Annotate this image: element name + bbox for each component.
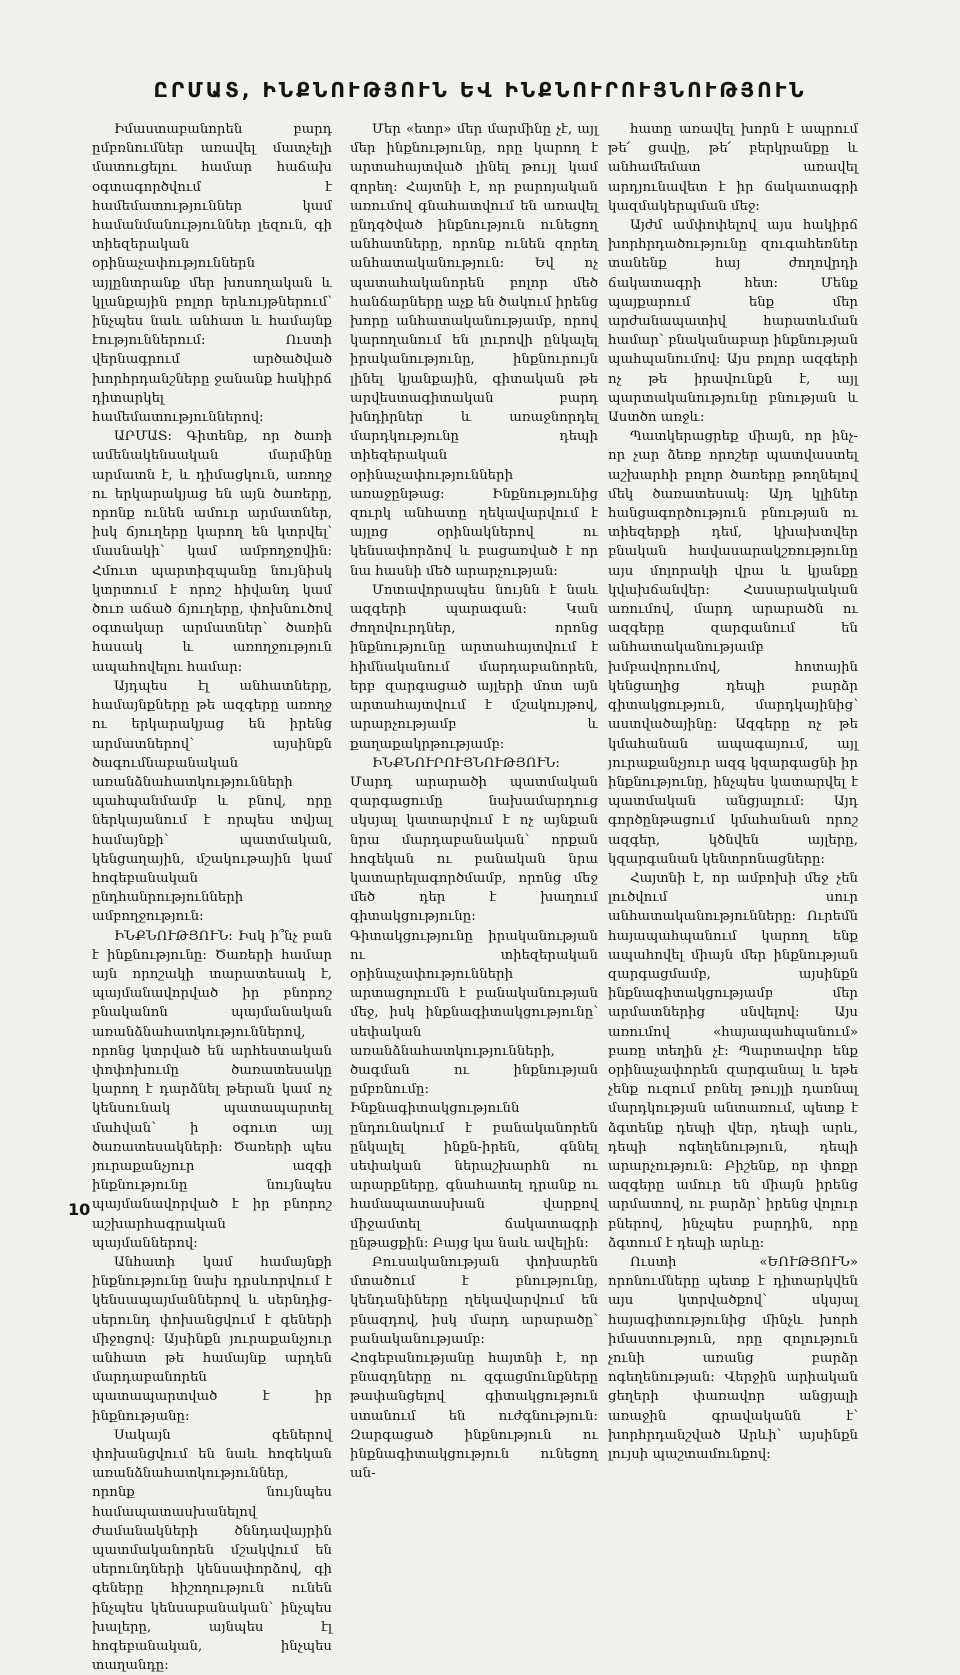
paragraph: Ուստի «ԵՈՒԹՅՈՒՆ» որոնումները պետք է դիտարկվեն այս կտրվածքով՝ սկսյալ հայագիտությունից մինչև խորհ իմաստություն, որը զոլություն չունի առանց բարձր ոգեղենության։ Վերջին արիական ցեղերի փառավոր անցյալի առաջին գրավականն է՝ խորհրդանշված Արևի՝ այսինքն լույսի պաշտամունքով։	[608, 1254, 858, 1463]
text-column-1	[92, 120, 332, 1674]
paragraph: Պատկերացրեք միայն, որ ինչ-որ չար ձեռք որոշեր պատվաստել աշխարհի բոլոր ծառերը թողնելով մեկ ծառատեսակ։ Այդ կլիներ հանցագործություն բնության ու տիեզերքի դեմ, կխախտվեր բնական հավասարակշռությունը այս մոլորակի վրա և կյանքը կվախճանվեր։ Հասարակական առումով, մարդ արարածն ու ազգերը զարգանում են անհատականությամբ խմբավորումով, հոտային կենցաղից դեպի բարձր գիտակցություն, մարդկայինից՝ աստվածայինը։ Ազգերը ոչ թե կմահանան ապագայում, այլ յուրաքանչյուր ազգ կզարգացնի իր ինքնությունը, ինչպես կատարվել է պատմական անցյալում։ Այդ գործընթացում կմահանան որոշ ազգեր, կծնվեն այլերը, կզարգանան կենտրոնացները։	[608, 429, 858, 867]
paragraph: ԻՆՔՆՈՒԹՅՈՒՆ։ Իսկ ի՞նչ բան է ինքնությունը։ Ծառերի համար այն որոշակի տարատեսակ է, պայմանավորված իր բնորոշ բնականոն պայմանական առանձնահատկություններով, որոնց կտրված են արհեստական փոփոխումը ծառատեսակը կարող է դարձնել թերան կամ ոչ կենսունակ պատապարտել մահվան՝ ի օգուտ այլ ծառատեսակների։ Ծառերի պես յուրաքանչյուր ազգի ինքնությունը նույնպես պայմանավորված է իր բնորոշ աշխարհագրական պայմաններով։	[92, 928, 332, 1251]
paragraph: Մոտավորապես նույնն է նաև ազգերի պարագան։ Կան ժողովուրդներ, որոնց ինքնությունը արտահայտվում է հիմնականում մարդաբանորեն, երբ զարգացած այլերի մոտ այն արտահայտվում է մշակույթով, արարչությամբ և քաղաքակրթությամբ։	[350, 582, 598, 752]
paragraph: Այդպես էլ անհատները, համայնքները թե ազգերը առողջ ու երկարակյաց են իրենց արմատներով՝ այսինքն ծագումնաբանական առանձնահատկությունների պահպանմամբ և բնով, որը ներկայանում է որպես տվյալ համայնքի՝ պատմական, կենցաղային, մշակութային կամ հոգեբանական ընդհանրությունների ամբողջություն։	[92, 678, 332, 925]
paragraph: ԱՐՄԱՏ։ Գիտենք, որ ծառի ամենակենսական մարմինը արմատն է, և դիմացկուն, առողջ ու երկարակյաց են այն ծառերը, որոնք ունեն ամուր արմատներ, իսկ ճյուղերը կարող են կտրվել՝ մասնակի՝ կամ ամբողջովին։ Հմուտ պարտիզպանը նույնիսկ կտրտում է որոշ հիվանդ կամ ծուռ աճած ճյուղերը, փոխնուծով օգտակար արմատներ՝ ծառին հասակ և առողջություն ապահովելու համար։	[92, 429, 332, 675]
paragraph: հատը առավել խորն է ապրում թե՛ ցավը, թե՛ բերկրանքը և անհամեմատ առավել արդյունավետ է իր ճակատագրի կազմակերպման մեջ։	[608, 122, 858, 214]
paragraph: Այժմ ամփոփելով այս հակիրճ խորհրդածությունը զուգահեռներ տանենք հայ ժողովրդի ճակատագրի հետ։ Մենք պայքարում ենք մեր արժանապատիվ հարատևման համար՝ բնականաբար ինքնության պահպանումով։ Այս բոլոր ազգերի ոչ թե իրավունքն է, այլ պարտականությունը բնության և Աստծո առջև։	[608, 218, 858, 426]
text-column-3	[608, 120, 858, 1463]
paragraph: Իմաստաբանորեն բարդ ըմբռնումներ առավել մատչելի մատուցելու համար հաճախ օգտագործվում է համեմատություններ կամ համանմանություններ լեզուն, գի տիեզերական օրինաչափություններն այլընտրանք մեր խոսողական և կլանքային բոլոր երևույթներում՝ ինչպես նաև անհատ և համայնք էություններում։ Ուստի վերնագրում արծածված խորհրդանշները ջանանք հակիրճ դիտարկել համեմատություններով։	[92, 122, 332, 426]
text-column-2	[350, 120, 598, 1482]
paragraph: Սակայն գեներով փոխանցվում են նաև հոգեկան առանձնահատկություններ, որոնք նույնպես համապատասխանելով ժամանակների ծննդավայրին պատմականորեն մշակվում են սերունդների կենսափորձով, գի գեները հիշողություն ունեն ինչպես կենսաբանական՝ ինչպես խալերը, այնպես էլ հոգեբանական, ինչպես տաղանդը։	[92, 1427, 332, 1674]
article-title: ԸՐՄԱՏ, ԻՆՔՆՈՒԹՅՈՒՆ ԵՎ ԻՆՔՆՈՒՐՈՒՅՆՈՒԹՅՈՒՆ	[153, 78, 807, 102]
page-number: 10	[68, 1200, 91, 1219]
paragraph: ԻՆՔՆՈՒՐՈՒՅՆՈՒԹՅՈՒՆ։ Մարդ արարածի պատմական զարգացումը նախամարդուց սկսյալ կատարվում է ոչ այնքան նրա մարդաբանական՝ որքան հոգեկան ու բանական նրա կատարելագործմամբ, որոնց մեջ մեծ դեր է խաղում գիտակցությունը։ Գիտակցությունը իրականության ու տիեզերական օրինաչափությունների արտացոլումն է բանականության մեջ, իսկ ինքնագիտակցությունը՝ սեփական առանձնահատկությունների, ծագման ու ինքնության ըմբռնումը։ Ինքնագիտակցությունն ընդունակում է բանականորեն ընկալել ինքն-իրեն, գննել սեփական ներաշխարհն ու արարքները, գնահատել դրանք ու համապատասխան վարքով միջամտել ճակատագրի ընթացքին։ Բայց կա նաև ավելին։	[350, 755, 598, 1251]
paragraph: Հայտնի է, որ ամբոխի մեջ չեն լուծվում սուր անհատականությունները։ Ուրեմն հայապահպանում կարող ենք ապահովել միայն մեր ինքնության զարգացմամբ, այսինքն ինքնագիտակցությամբ մեր արմատներից սնվելով։ Այս առումով «հայապահպանում» բառը տեղին չէ։ Պարտավոր ենք օրինաչափորեն զարգանալ և եթե չենք ուզում բռնել թույլի դառնալ մարդկության անտառում, պետք է ձգտենք դեպի վեր, դեպի արև, դեպի ոգեղենություն, դեպի արարչություն։ Բիշենք, որ փոքր ազգերը ամուր են միայն իրենց արմատով, ու բարձր՝ իրենց վոլուր բներով, ինչպես բարդին, որը ձգտում է դեպի արևը։	[608, 870, 858, 1251]
paragraph: Մեր «ետր» մեր մարմինը չէ, այլ մեր ինքնությունը, որը կարող է արտահայտված լինել թույլ կամ զորեղ։ Հայտնի է, որ բարոյական առումով գնահատվում են առավել ընդգծված ինքնություն ունեցող անհատները, որոնք ունեն զորեղ անհատականություն։ Եվ ոչ պատահականորեն բոլոր մեծ հանճարները աչք են ծակում իրենց խորը անհատականությամբ, որով կարողանում են լուրովի ընկալել իրականությունը, ինքնուրույն լինել կյանքային, գիտական թե արվեստագիտական բարդ խնդիրներ և առաջնորդել մարդկությունը դեպի տիեզերական օրինաչափությունների առաջընթաց։ Ինքնությունից զուրկ անհատը ղեկավարվում է այլոց օրինակներով ու կենսափորձով և բացառված է որ նա հասնի մեծ արարչության։	[350, 122, 598, 579]
paragraph: Բուսականության փոխարեն մտածում է բնությունը, կենդանիները ղեկավարվում են բնազդով, իսկ մարդ արարածը՝ բանականությամբ։ Հոգեբանությանը հայտնի է, որ բնազդները ու զգացմունքները թափանցելով գիտակցություն ստանում են ուժգնություն։ Զարգացած ինքնություն ու ինքնագիտակցություն ունեցող ան-	[350, 1254, 598, 1482]
paragraph: Անհատի կամ համայնքի ինքնությունը նախ դրսևորվում է կենսապայմաններով և սերնդից-սերունդ փոխանցվում է գեների միջոցով։ Այսինքն յուրաքանչյուր անհատ թե համայնք արդեն մարդաբանորեն պատապարտված է իր ինքնությանը։	[92, 1254, 332, 1424]
